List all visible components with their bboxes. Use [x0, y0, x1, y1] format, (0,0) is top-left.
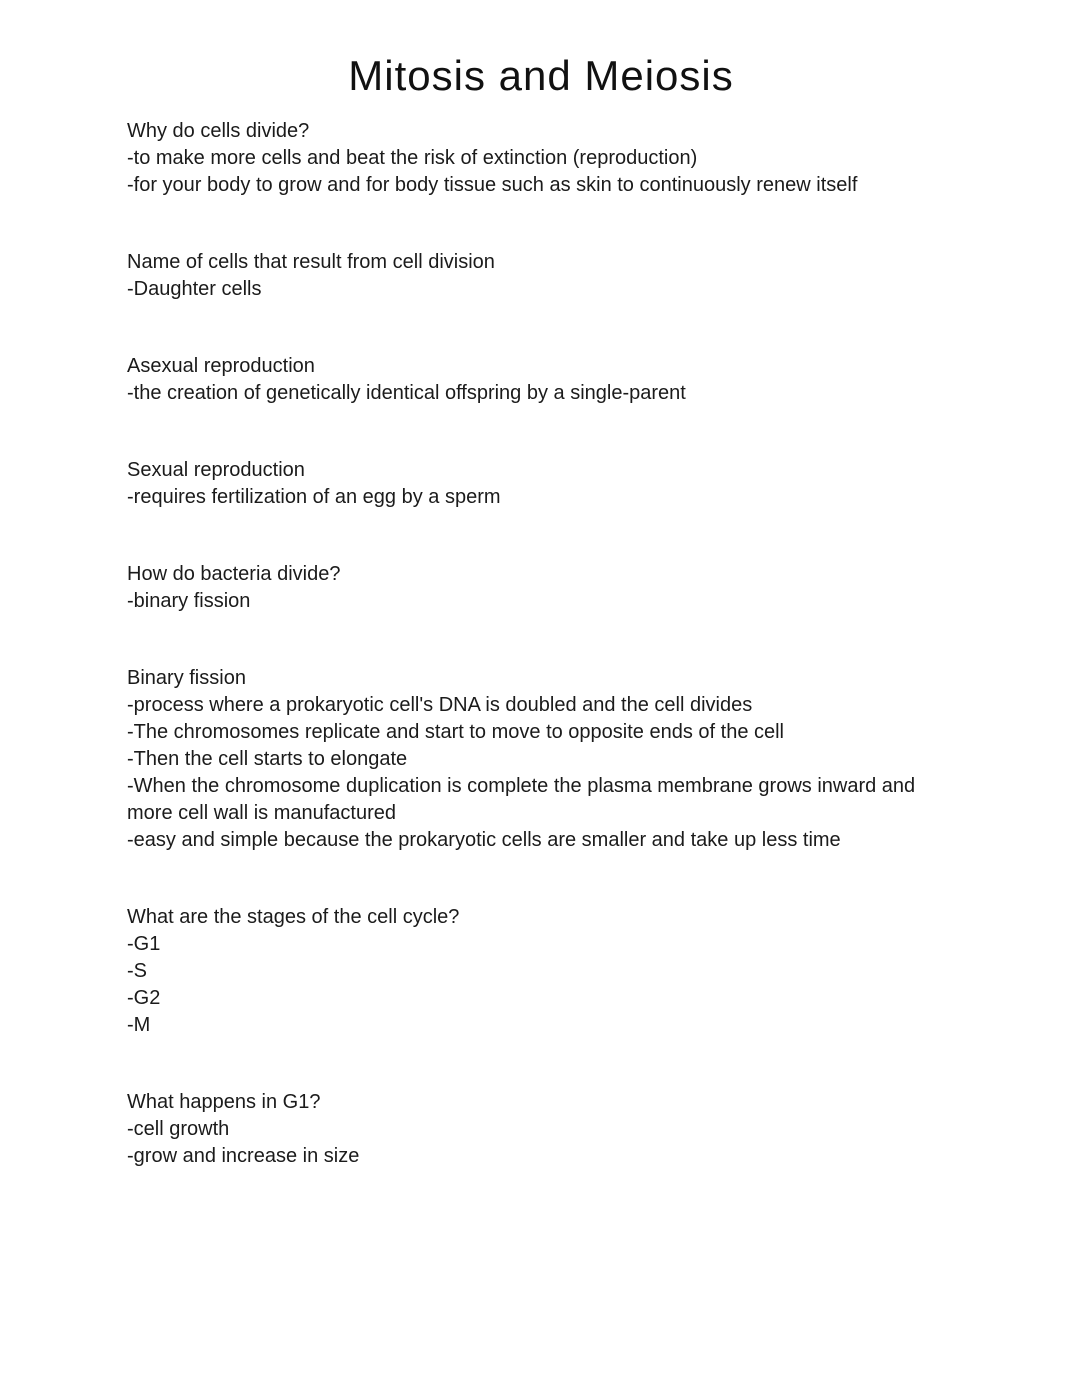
- question: Name of cells that result from cell division: [127, 251, 495, 273]
- qa-section-sexual-reproduction: [127, 457, 949, 511]
- answer-line: -S: [127, 960, 147, 982]
- answer-line: -for your body to grow and for body tissue such as skin to continuously renew itself: [127, 174, 858, 196]
- answer-line: -easy and simple because the prokaryotic cells are smaller and take up less time: [127, 829, 841, 851]
- answer-line: -process where a prokaryotic cell's DNA is doubled and the cell divides: [127, 694, 753, 716]
- qa-section-asexual-reproduction: [127, 353, 949, 407]
- question: Sexual reproduction: [127, 459, 305, 481]
- qa-section-binary-fission: [127, 665, 949, 854]
- answer-line: -Then the cell starts to elongate: [127, 748, 408, 770]
- qa-section-why-cells-divide: [127, 118, 949, 199]
- answer-line: -Daughter cells: [127, 278, 262, 300]
- qa-section-cell-cycle-stages: [127, 904, 949, 1039]
- question: What happens in G1?: [127, 1091, 321, 1113]
- answer-line: -G1: [127, 933, 161, 955]
- answer-line: -to make more cells and beat the risk of extinction (reproduction): [127, 147, 698, 169]
- question: What are the stages of the cell cycle?: [127, 906, 460, 928]
- answer-line: -The chromosomes replicate and start to move to opposite ends of the cell: [127, 721, 785, 743]
- question: Why do cells divide?: [127, 120, 310, 142]
- answer-line: -G2: [127, 987, 161, 1009]
- qa-section-g1: [127, 1089, 949, 1170]
- answer-line: -grow and increase in size: [127, 1145, 360, 1167]
- answer-line: -M: [127, 1014, 151, 1036]
- answer-line: -binary fission: [127, 590, 251, 612]
- answer-line: -When the chromosome duplication is complete the plasma membrane grows inward and more cell wall is manufactured: [127, 775, 916, 824]
- answer-line: -requires fertilization of an egg by a sperm: [127, 486, 501, 508]
- question: Binary fission: [127, 667, 246, 689]
- answer-line: -cell growth: [127, 1118, 230, 1140]
- qa-section-daughter-cells: [127, 249, 949, 303]
- answer-line: -the creation of genetically identical offspring by a single-parent: [127, 382, 686, 404]
- qa-section-bacteria-divide: [127, 561, 949, 615]
- document-body: [127, 118, 949, 1170]
- page-title: Mitosis and Meiosis: [348, 52, 734, 99]
- question: Asexual reproduction: [127, 355, 315, 377]
- question: How do bacteria divide?: [127, 563, 341, 585]
